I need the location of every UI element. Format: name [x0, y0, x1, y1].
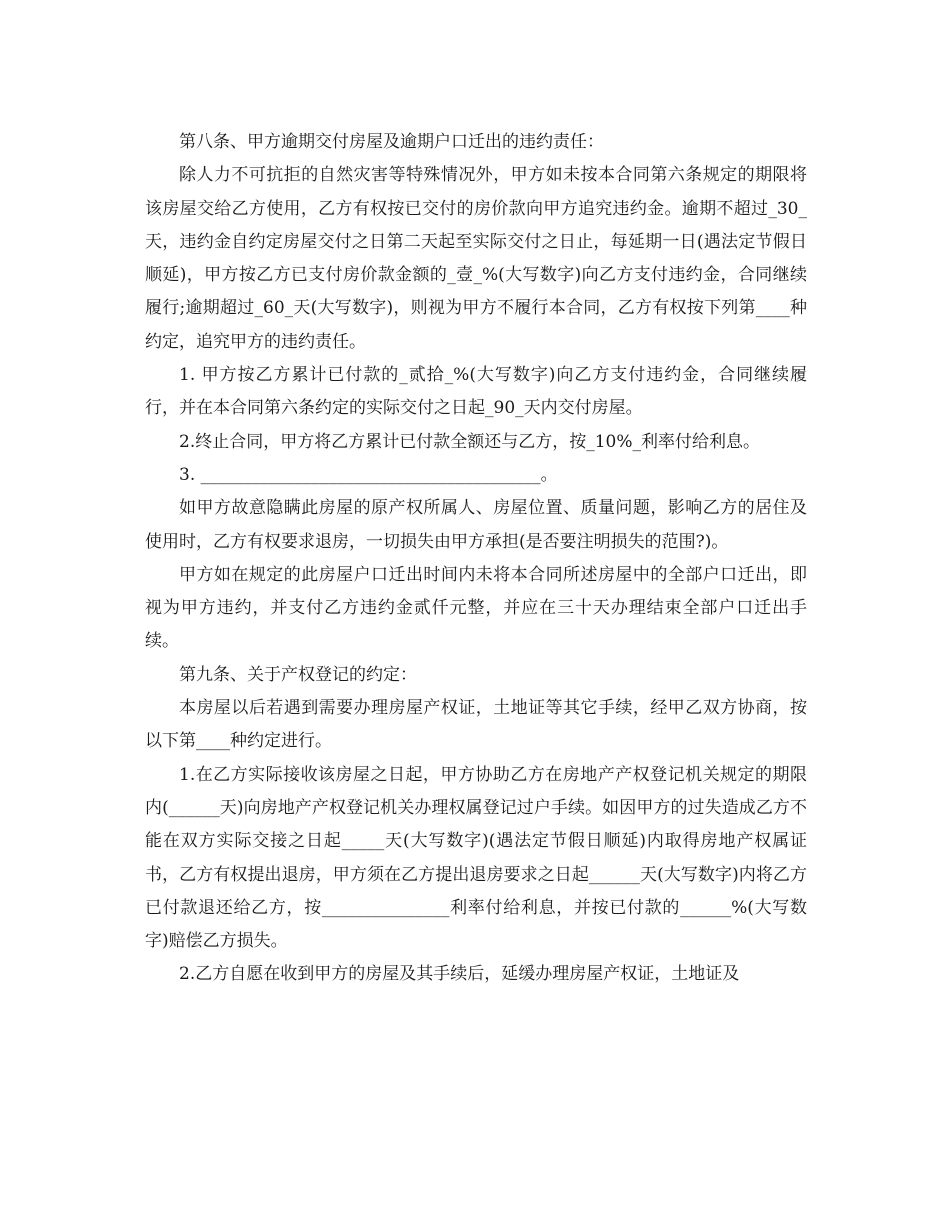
article-9-intro: 本房屋以后若遇到需要办理房屋产权证，土地证等其它手续，经甲乙双方协商，按以下第____种约定进行。 — [145, 698, 807, 752]
contract-page — [145, 126, 807, 992]
article-8-option-2: 2.终止合同，甲方将乙方累计已付款全额还与乙方，按_10%_利率付给利息。 — [179, 431, 761, 452]
article-8-option-3: 3. ________________________________________。 — [179, 464, 558, 485]
article-9-option-2: 2.乙方自愿在收到甲方的房屋及其手续后，延缓办理房屋产权证，土地证及 — [179, 964, 740, 985]
article-8-option-1: 1. 甲方按乙方累计已付款的_贰拾_%(大写数字)向乙方支付违约金，合同继续履行，并在本合同第六条约定的实际交付之日起_90_天内交付房屋。 — [145, 365, 807, 419]
concealment-clause: 如甲方故意隐瞒此房屋的原产权所属人、房屋位置、质量问题，影响乙方的居住及使用时，乙方有权要求退房，一切损失由甲方承担(是否要注明损失的范围?)。 — [145, 498, 807, 552]
household-registration-clause: 甲方如在规定的此房屋户口迁出时间内未将本合同所述房屋中的全部户口迁出，即视为甲方违约，并支付乙方违约金贰仟元整，并应在三十天办理结束全部户口迁出手续。 — [145, 564, 807, 652]
article-9-heading: 第九条、关于产权登记的约定： — [179, 664, 417, 685]
article-8-heading: 第八条、甲方逾期交付房屋及逾期户口迁出的违约责任： — [179, 132, 604, 152]
article-8-overdue-delivery-clause: 除人力不可抗拒的自然灾害等特殊情况外，甲方如未按本合同第六条规定的期限将该房屋交给乙方使用，乙方有权按已交付的房价款向甲方追究违约金。逾期不超过_30_天，违约金自约定房屋交付之日第二天起至实际交付之日止，每延期一日(遇法定节假日顺延)，甲方按乙方已支付房价款金额的_壹_%(大写数字)向乙方支付违约金，合同继续履行;逾期超过_60_天(大写数字)，则视为甲方不履行本合同，乙方有权按下列第____种约定，追究甲方的违约责任。 — [145, 165, 807, 352]
article-9-option-1: 1.在乙方实际接收该房屋之日起，甲方协助乙方在房地产产权登记机关规定的期限内(______天)向房地产产权登记机关办理权属登记过户手续。如因甲方的过失造成乙方不能在双方实际交接之日起_____天(大写数字)(遇法定节假日顺延)内取得房地产权属证书，乙方有权提出退房，甲方须在乙方提出退房要求之日起______天(大写数字)内将乙方已付款退还给乙方，按_______________利率付给利息，并按已付款的______%(大写数字)赔偿乙方损失。 — [145, 764, 807, 952]
